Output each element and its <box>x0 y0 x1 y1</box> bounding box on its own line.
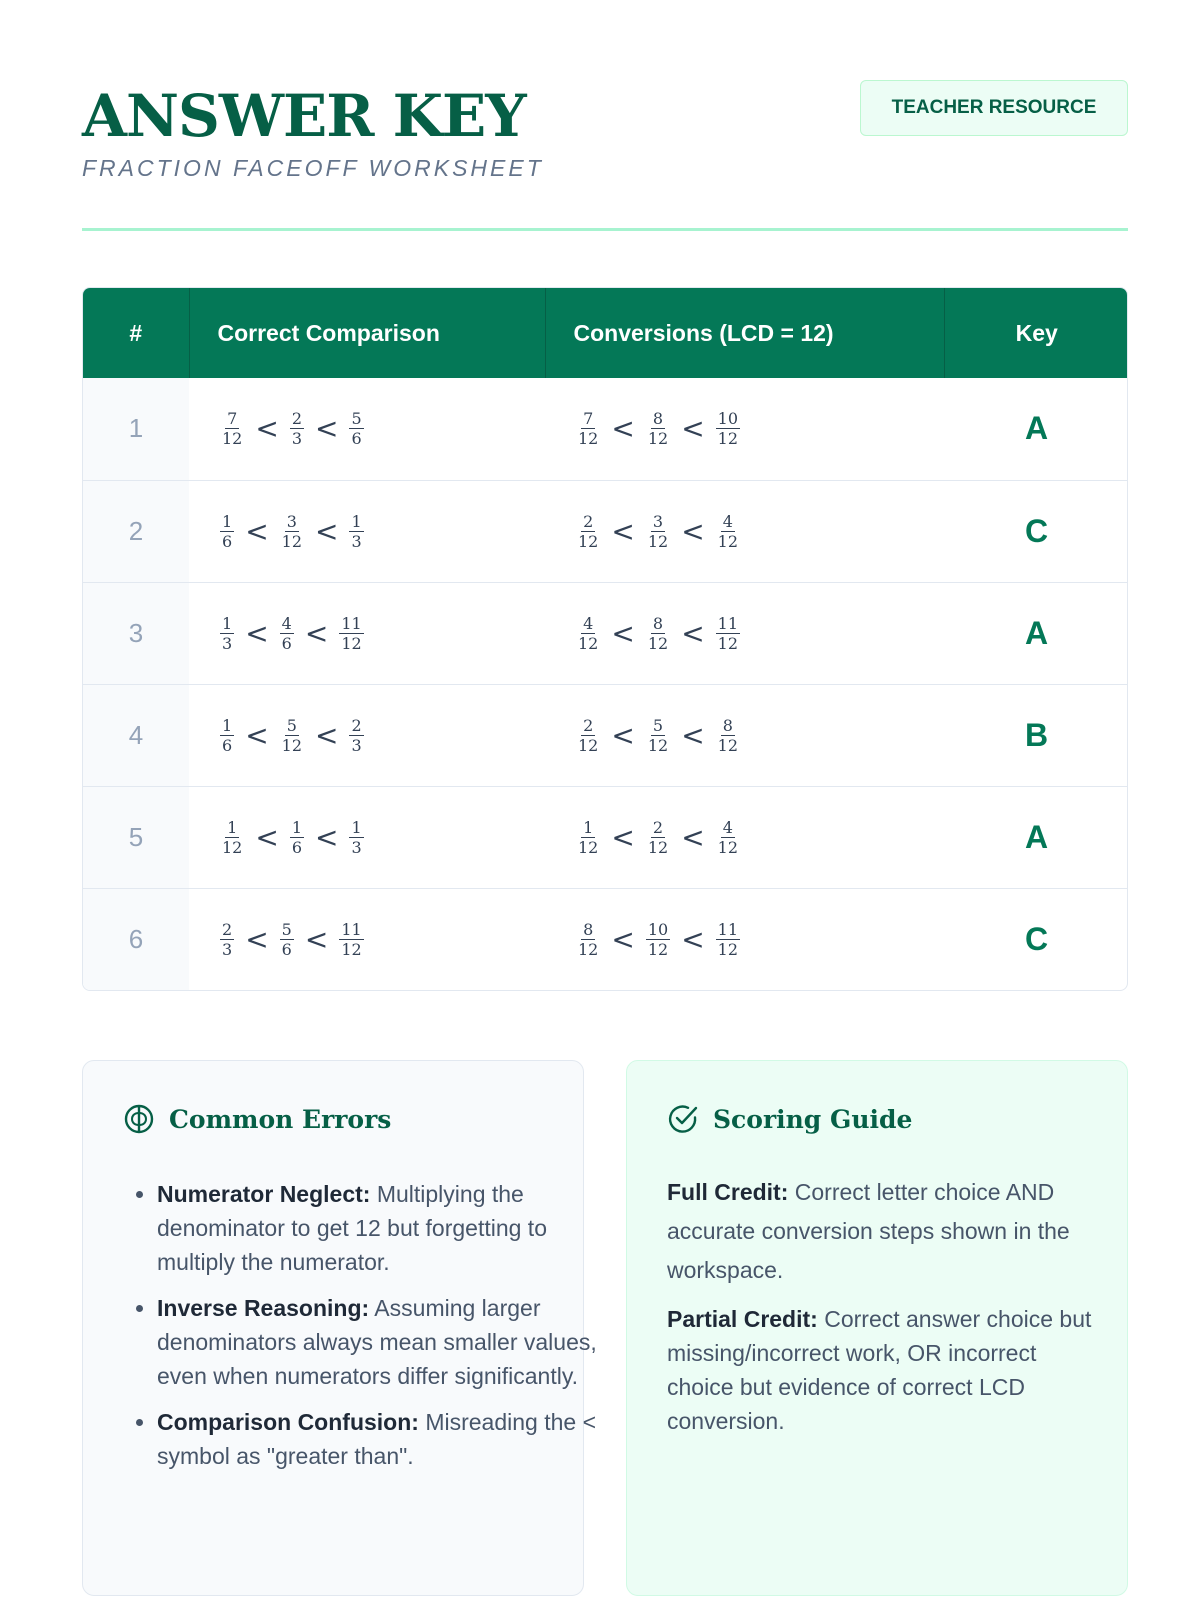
full-credit-criteria <box>667 1173 1097 1290</box>
fraction <box>290 410 304 447</box>
less-than-symbol: < <box>304 922 329 956</box>
fraction-numerator: 1 <box>351 817 362 837</box>
less-than-symbol: < <box>681 514 705 548</box>
fraction-denominator: 12 <box>281 531 303 551</box>
fraction <box>576 410 600 447</box>
fraction-denominator: 12 <box>281 735 303 755</box>
fraction-numerator: 5 <box>286 715 297 735</box>
fraction-denominator: 12 <box>717 939 739 959</box>
fraction <box>716 717 740 754</box>
fraction-denominator: 12 <box>578 735 599 755</box>
fraction <box>716 921 740 958</box>
common-errors-panel <box>82 1060 597 1596</box>
brain-icon <box>123 1103 155 1135</box>
fraction-numerator: 1 <box>291 817 303 837</box>
fraction-denominator: 12 <box>341 633 362 653</box>
table-row <box>83 582 1128 684</box>
answer-table <box>83 288 1128 990</box>
fraction-numerator: 4 <box>722 511 733 531</box>
less-than-symbol: < <box>315 820 339 854</box>
fraction-numerator: 2 <box>351 715 362 735</box>
fraction <box>220 717 234 754</box>
fraction-numerator: 5 <box>351 409 362 429</box>
table-row <box>83 378 1128 480</box>
less-than-symbol: < <box>245 922 269 956</box>
less-than-symbol: < <box>611 820 635 854</box>
conversion-cell <box>545 378 944 480</box>
fraction-numerator: 3 <box>286 511 297 531</box>
answer-key-letter: A <box>1024 410 1049 447</box>
fraction-denominator: 12 <box>647 633 669 653</box>
fraction <box>646 513 670 550</box>
fraction-numerator: 1 <box>222 715 233 735</box>
less-than-symbol: < <box>304 616 329 650</box>
fraction-denominator: 12 <box>578 429 599 449</box>
fraction-numerator: 7 <box>583 409 594 429</box>
error-term: Numerator Neglect: <box>157 1181 371 1207</box>
error-text: Multiplying the denominator to get 12 but forgetting to multiply the numerator. <box>157 1181 547 1275</box>
fraction-denominator: 3 <box>351 837 362 857</box>
less-than-symbol: < <box>681 412 705 446</box>
fraction-numerator: 2 <box>222 919 233 939</box>
conversion-chain <box>573 717 743 754</box>
answer-key-letter: B <box>1024 716 1049 753</box>
answer-table-card <box>82 287 1128 991</box>
scoring-guide-title: Scoring Guide <box>713 1104 913 1134</box>
partial-credit-text: Correct answer choice but missing/incorrect work, OR incorrect choice but evidence of correct LCD conversion. <box>667 1306 1092 1434</box>
conversion-chain <box>573 615 743 652</box>
error-item-comparison-confusion <box>157 1405 597 1473</box>
fraction-numerator: 4 <box>722 817 733 837</box>
column-header-comparison: Correct Comparison <box>189 288 545 378</box>
fraction <box>280 513 304 550</box>
scoring-guide-body <box>667 1173 1097 1450</box>
fraction <box>280 717 304 754</box>
fraction-denominator: 12 <box>578 531 599 551</box>
column-header-number: # <box>83 288 189 378</box>
fraction-numerator: 1 <box>222 511 233 531</box>
error-text: Assuming larger denominators always mean smaller values, even when numerators differ significantly. <box>157 1295 597 1389</box>
fraction-numerator: 11 <box>341 919 362 939</box>
correct-comparison-cell <box>189 684 545 786</box>
fraction-denominator: 6 <box>281 633 292 653</box>
fraction-numerator: 11 <box>717 919 739 939</box>
fraction-numerator: 5 <box>281 919 292 939</box>
fraction <box>576 819 600 856</box>
fraction-denominator: 12 <box>222 429 243 449</box>
fraction <box>280 921 294 958</box>
fraction-numerator: 2 <box>652 817 664 837</box>
fraction-denominator: 6 <box>291 837 303 857</box>
row-number: 1 <box>83 378 189 480</box>
less-than-symbol: < <box>681 922 705 956</box>
fraction <box>716 410 740 447</box>
fraction <box>576 615 600 652</box>
fraction-denominator: 3 <box>351 531 362 551</box>
fraction <box>280 615 294 652</box>
column-header-key: Key <box>1015 319 1058 346</box>
answer-key-letter: A <box>1024 818 1049 855</box>
row-number: 5 <box>83 786 189 888</box>
fraction <box>220 410 244 447</box>
conversion-chain <box>573 410 743 447</box>
table-row <box>83 888 1128 990</box>
fraction-numerator: 8 <box>652 613 664 633</box>
fraction-denominator: 12 <box>578 837 599 857</box>
page-title: ANSWER KEY <box>82 82 526 150</box>
fraction <box>716 513 740 550</box>
fraction-denominator: 6 <box>351 429 362 449</box>
fraction <box>220 819 244 856</box>
fraction-denominator: 12 <box>578 633 599 653</box>
correct-comparison-cell <box>189 582 545 684</box>
correct-comparison-cell <box>189 480 545 582</box>
correct-comparison-cell <box>189 888 545 990</box>
less-than-symbol: < <box>681 820 705 854</box>
fraction-numerator: 11 <box>717 613 739 633</box>
table-row <box>83 480 1128 582</box>
conversion-chain <box>573 921 743 958</box>
fraction-denominator: 12 <box>717 837 739 857</box>
fraction <box>576 513 600 550</box>
fraction <box>716 615 740 652</box>
less-than-symbol: < <box>315 412 339 446</box>
fraction <box>349 410 363 447</box>
fraction-denominator: 12 <box>647 735 669 755</box>
table-header-row <box>83 288 1128 378</box>
common-errors-list <box>115 1177 597 1485</box>
fraction <box>646 410 670 447</box>
conversion-cell <box>545 684 944 786</box>
fraction-numerator: 7 <box>227 409 238 429</box>
fraction-numerator: 11 <box>341 613 362 633</box>
fraction-numerator: 1 <box>351 511 362 531</box>
check-circle-icon <box>667 1103 699 1135</box>
fraction <box>220 513 234 550</box>
fraction-denominator: 12 <box>647 429 669 449</box>
conversion-cell <box>545 480 944 582</box>
partial-credit-criteria <box>667 1302 1097 1438</box>
less-than-symbol: < <box>245 718 269 752</box>
answer-key-letter: C <box>1024 512 1049 549</box>
fraction-numerator: 4 <box>281 613 292 633</box>
fraction <box>349 717 363 754</box>
row-number: 3 <box>83 582 189 684</box>
row-number: 2 <box>83 480 189 582</box>
teacher-resource-badge: TEACHER RESOURCE <box>860 80 1128 136</box>
scoring-guide-heading <box>667 1103 912 1135</box>
conversion-cell <box>545 786 944 888</box>
less-than-symbol: < <box>611 922 635 956</box>
comparison-chain <box>217 410 367 447</box>
fraction <box>576 717 600 754</box>
fraction <box>576 921 600 958</box>
comparison-chain <box>217 921 367 958</box>
fraction <box>339 921 363 958</box>
fraction-numerator: 1 <box>222 613 233 633</box>
fraction-denominator: 3 <box>222 633 233 653</box>
fraction <box>646 921 670 958</box>
fraction-numerator: 2 <box>583 511 594 531</box>
fraction-denominator: 6 <box>222 531 233 551</box>
page-header <box>82 80 1128 232</box>
fraction-denominator: 12 <box>717 633 739 653</box>
fraction-denominator: 12 <box>717 735 739 755</box>
error-term: Inverse Reasoning: <box>157 1295 370 1321</box>
correct-comparison-cell <box>189 378 545 480</box>
column-header-conversions: Conversions (LCD = 12) <box>545 288 944 378</box>
less-than-symbol: < <box>611 616 635 650</box>
conversion-cell <box>545 582 944 684</box>
fraction-numerator: 1 <box>583 817 594 837</box>
fraction <box>339 615 363 652</box>
error-item-inverse-reasoning <box>157 1291 597 1393</box>
fraction-denominator: 6 <box>281 939 292 959</box>
less-than-symbol: < <box>245 514 269 548</box>
table-row <box>83 684 1128 786</box>
fraction-denominator: 12 <box>717 531 739 551</box>
table-row <box>83 786 1128 888</box>
error-item-numerator-neglect <box>157 1177 597 1279</box>
less-than-symbol: < <box>245 616 269 650</box>
correct-comparison-cell <box>189 786 545 888</box>
fraction-numerator: 10 <box>717 409 739 429</box>
fraction-denominator: 12 <box>717 429 739 449</box>
less-than-symbol: < <box>315 514 339 548</box>
answer-key-letter: C <box>1024 920 1049 957</box>
common-errors-heading <box>123 1103 391 1135</box>
page-subtitle: FRACTION FACEOFF WORKSHEET <box>82 155 544 181</box>
comparison-chain <box>217 819 367 856</box>
partial-credit-term: Partial Credit: <box>667 1306 818 1332</box>
less-than-symbol: < <box>611 514 635 548</box>
fraction-denominator: 12 <box>647 531 669 551</box>
row-number: 6 <box>83 888 189 990</box>
error-term: Comparison Confusion: <box>157 1409 419 1435</box>
fraction-numerator: 8 <box>722 715 733 735</box>
less-than-symbol: < <box>681 718 705 752</box>
comparison-chain <box>217 513 367 550</box>
error-text: Misreading the < symbol as "greater than". <box>157 1409 597 1469</box>
less-than-symbol: < <box>315 718 339 752</box>
less-than-symbol: < <box>681 616 705 650</box>
fraction <box>716 819 740 856</box>
comparison-chain <box>217 717 367 754</box>
fraction-numerator: 2 <box>583 715 594 735</box>
answer-key-letter: A <box>1024 614 1049 651</box>
fraction-denominator: 3 <box>351 735 362 755</box>
less-than-symbol: < <box>255 412 279 446</box>
scoring-guide-panel <box>626 1060 1128 1596</box>
conversion-chain <box>573 819 743 856</box>
header-divider <box>82 228 1128 231</box>
fraction-denominator: 12 <box>222 837 243 857</box>
full-credit-term: Full Credit: <box>667 1179 789 1205</box>
fraction-numerator: 5 <box>652 715 664 735</box>
fraction-numerator: 3 <box>652 511 664 531</box>
conversion-chain <box>573 513 743 550</box>
fraction-numerator: 10 <box>647 919 669 939</box>
fraction-numerator: 1 <box>227 817 238 837</box>
table-body <box>83 378 1128 990</box>
fraction-denominator: 12 <box>647 939 669 959</box>
fraction-denominator: 6 <box>222 735 233 755</box>
less-than-symbol: < <box>611 412 635 446</box>
fraction <box>646 717 670 754</box>
full-credit-text: Correct letter choice AND accurate conversion steps shown in the workspace. <box>667 1179 1070 1283</box>
common-errors-title: Common Errors <box>169 1104 392 1134</box>
fraction-denominator: 12 <box>647 837 669 857</box>
fraction <box>349 513 363 550</box>
less-than-symbol: < <box>611 718 635 752</box>
conversion-cell <box>545 888 944 990</box>
fraction-numerator: 2 <box>291 409 303 429</box>
fraction <box>646 615 670 652</box>
fraction <box>349 819 363 856</box>
less-than-symbol: < <box>255 820 279 854</box>
fraction-numerator: 4 <box>583 613 594 633</box>
fraction-numerator: 8 <box>583 919 594 939</box>
fraction-denominator: 12 <box>341 939 362 959</box>
fraction <box>220 921 234 958</box>
fraction-numerator: 8 <box>652 409 664 429</box>
fraction <box>220 615 234 652</box>
fraction <box>290 819 304 856</box>
fraction-denominator: 12 <box>578 939 599 959</box>
fraction-denominator: 3 <box>291 429 303 449</box>
comparison-chain <box>217 615 367 652</box>
fraction <box>646 819 670 856</box>
fraction-denominator: 3 <box>222 939 233 959</box>
row-number: 4 <box>83 684 189 786</box>
